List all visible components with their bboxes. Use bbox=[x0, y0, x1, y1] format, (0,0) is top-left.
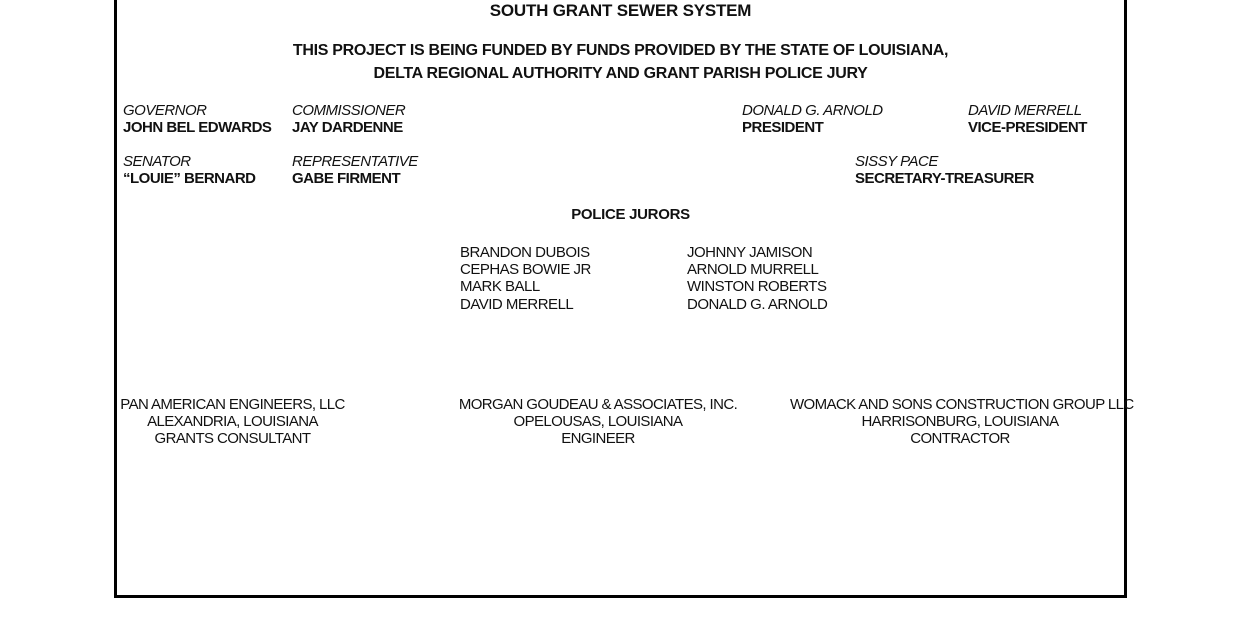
firm-city: OPELOUSAS, LOUISIANA bbox=[513, 413, 683, 430]
funding-statement bbox=[114, 39, 1127, 85]
document-border bbox=[114, 0, 1127, 598]
official-title: GOVERNOR bbox=[123, 102, 207, 119]
official-title: PRESIDENT bbox=[742, 119, 824, 136]
police-jurors-right-column bbox=[687, 244, 827, 313]
funding-statement-line1: THIS PROJECT IS BEING FUNDED BY FUNDS PROVIDED BY THE STATE OF LOUISIANA, bbox=[292, 42, 949, 59]
police-jurors-left-column bbox=[460, 244, 591, 313]
juror-name: CEPHAS BOWIE JR bbox=[460, 261, 591, 279]
official-title: VICE-PRESIDENT bbox=[968, 119, 1087, 136]
juror-name: MARK BALL bbox=[460, 278, 540, 296]
official-secretary-treasurer bbox=[855, 153, 1034, 187]
official-title: SECRETARY-TREASURER bbox=[855, 170, 1034, 187]
juror-name: ARNOLD MURRELL bbox=[687, 261, 819, 279]
juror-name: WINSTON ROBERTS bbox=[687, 278, 827, 296]
official-name: GABE FIRMENT bbox=[292, 170, 401, 187]
firm-city: ALEXANDRIA, LOUISIANA bbox=[147, 413, 318, 430]
official-name: “LOUIE” BERNARD bbox=[123, 170, 256, 187]
firm-role: ENGINEER bbox=[561, 430, 635, 447]
police-jurors-heading: POLICE JURORS bbox=[571, 206, 690, 223]
firm-city: HARRISONBURG, LOUISIANA bbox=[861, 413, 1059, 430]
firm-grants-consultant bbox=[110, 396, 355, 447]
official-name: SISSY PACE bbox=[855, 153, 938, 170]
funding-statement-line2: DELTA REGIONAL AUTHORITY AND GRANT PARISH POLICE JURY bbox=[373, 65, 868, 82]
firm-name: PAN AMERICAN ENGINEERS, LLC bbox=[120, 396, 345, 413]
official-president bbox=[742, 102, 883, 136]
firm-role: GRANTS CONSULTANT bbox=[154, 430, 311, 447]
juror-name: DONALD G. ARNOLD bbox=[687, 295, 828, 313]
firm-name: MORGAN GOUDEAU & ASSOCIATES, INC. bbox=[458, 396, 738, 413]
official-title: SENATOR bbox=[123, 153, 191, 170]
firm-contractor bbox=[790, 396, 1134, 447]
juror-name: JOHNNY JAMISON bbox=[687, 244, 813, 261]
firm-name: WOMACK AND SONS CONSTRUCTION GROUP LLC bbox=[790, 396, 1134, 413]
firm-engineer bbox=[453, 396, 743, 447]
official-vice-president bbox=[968, 102, 1087, 136]
official-name: JAY DARDENNE bbox=[292, 119, 403, 136]
page-title: SOUTH GRANT SEWER SYSTEM bbox=[489, 1, 752, 20]
juror-name: BRANDON DUBOIS bbox=[460, 244, 590, 261]
official-name: DAVID MERRELL bbox=[968, 102, 1082, 119]
firm-role: CONTRACTOR bbox=[910, 430, 1010, 447]
juror-name: DAVID MERRELL bbox=[460, 295, 574, 313]
official-senator bbox=[123, 153, 256, 187]
official-name: DONALD G. ARNOLD bbox=[742, 102, 883, 119]
official-title: COMMISSIONER bbox=[292, 102, 406, 119]
official-name: JOHN BEL EDWARDS bbox=[123, 119, 272, 136]
official-commissioner bbox=[292, 102, 405, 136]
official-representative bbox=[292, 153, 418, 187]
official-governor bbox=[123, 102, 271, 136]
official-title: REPRESENTATIVE bbox=[292, 153, 418, 170]
